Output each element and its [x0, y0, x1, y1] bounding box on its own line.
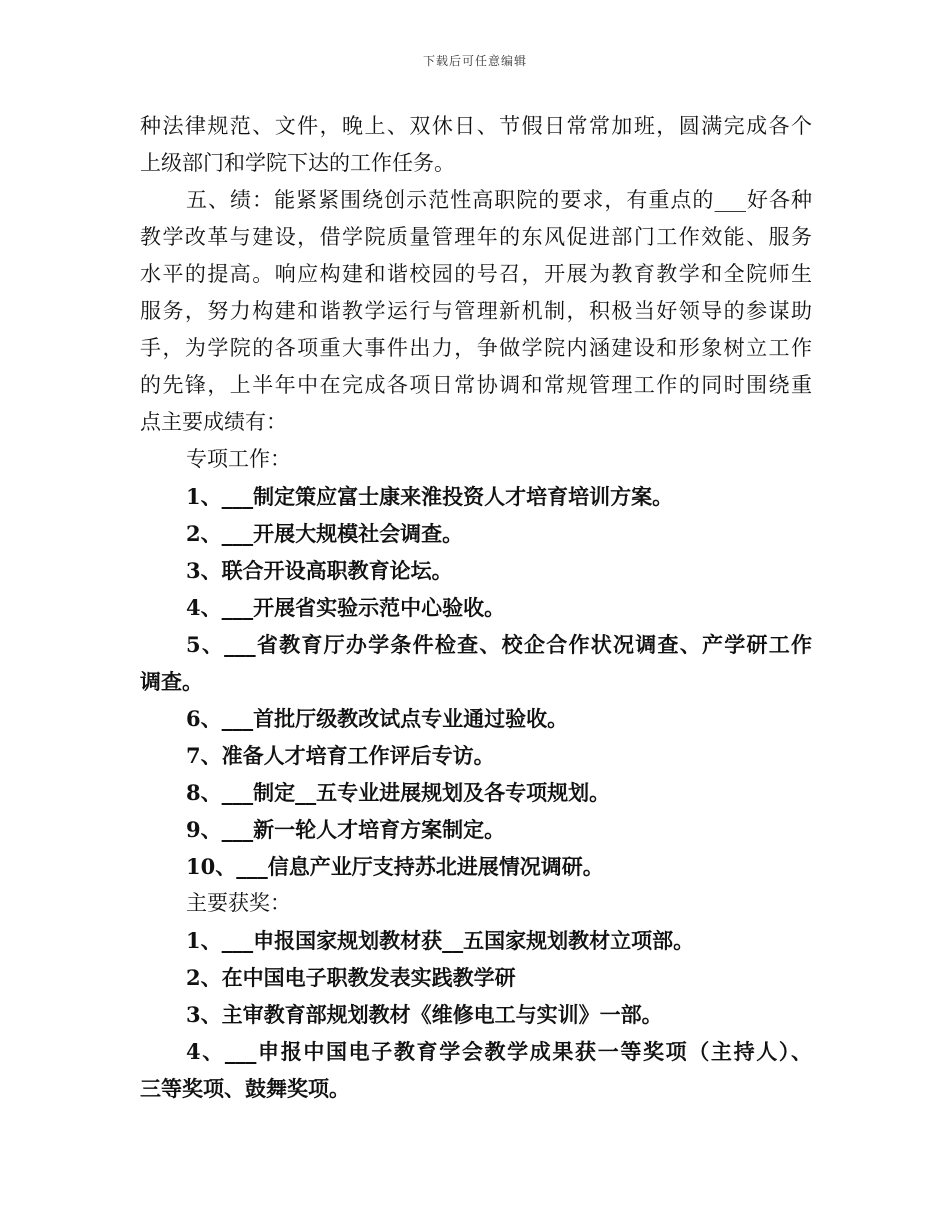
text-line: 4、___开展省实验示范中心验收。	[186, 595, 506, 620]
text-line: 专项工作：	[186, 447, 291, 471]
text-line: 9、___新一轮人才培育方案制定。	[186, 817, 506, 842]
text-line: 手，为学院的各项重大事件出力，争做学院内涵建设和形象树立工作	[140, 336, 812, 360]
text-line: 7、准备人才培育工作评后专访。	[186, 743, 495, 768]
text-line: 五、绩：能紧紧围绕创示范性高职院的要求，有重点的___好各种	[186, 188, 812, 212]
text-line: 服务，努力构建和谐教学运行与管理新机制，积极当好领导的参谋助	[140, 299, 812, 323]
text-line: 教学改革与建设，借学院质量管理年的东风促进部门工作效能、服务	[140, 225, 812, 249]
text-line: 5、___省教育厅办学条件检查、校企合作状况调查、产学研工作	[186, 632, 813, 657]
text-line: 点主要成绩有：	[140, 410, 287, 434]
document-body	[140, 108, 812, 1107]
text-line: 6、___首批厅级教改试点专业通过验收。	[186, 706, 569, 731]
text-line: 的先锋，上半年中在完成各项日常协调和常规管理工作的同时围绕重	[140, 373, 812, 397]
text-line: 4、___申报中国电子教育学会教学成果获一等奖项（主持人）、	[186, 1039, 813, 1064]
text-line: 三等奖项、鼓舞奖项。	[140, 1076, 350, 1101]
text-line: 2、在中国电子职教发表实践教学研	[186, 965, 516, 990]
text-line: 8、___制定__五专业进展规划及各专项规划。	[186, 780, 611, 805]
text-line: 1、___申报国家规划教材获__五国家规划教材立项部。	[186, 928, 695, 953]
text-line: 10、___信息产业厅支持苏北进展情况调研。	[186, 854, 604, 879]
text-line: 上级部门和学院下达的工作任务。	[140, 151, 455, 175]
text-line: 水平的提高。响应构建和谐校园的号召，开展为教育教学和全院师生	[140, 262, 812, 286]
text-line: 调查。	[140, 669, 203, 694]
text-line: 主要获奖：	[186, 891, 291, 915]
text-line: 种法律规范、文件，晚上、双休日、节假日常常加班，圆满完成各个	[140, 114, 812, 138]
text-line: 1、___制定策应富士康来淮投资人才培育培训方案。	[186, 484, 674, 509]
text-line: 3、主审教育部规划教材《维修电工与实训》一部。	[186, 1002, 663, 1027]
page-header: 下载后可任意编辑	[422, 54, 527, 68]
text-line: 3、联合开设高职教育论坛。	[186, 558, 453, 583]
text-line: 2、___开展大规模社会调查。	[186, 521, 464, 546]
